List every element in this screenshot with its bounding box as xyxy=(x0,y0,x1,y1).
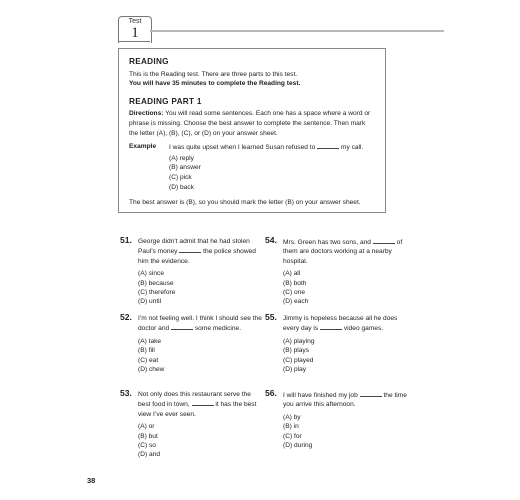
option: (A) or xyxy=(138,423,155,431)
section-title: READING xyxy=(129,57,169,66)
option: (B) both xyxy=(283,279,307,287)
test-tab xyxy=(118,16,152,43)
options xyxy=(138,422,263,460)
option: (D) back xyxy=(169,183,194,191)
test-label: Test xyxy=(128,18,142,25)
part-title: READING PART 1 xyxy=(129,96,202,106)
question-number: 53. xyxy=(120,388,132,398)
stem-part: George didn’t admit that he had stolen Paul’s money xyxy=(138,238,250,256)
example xyxy=(129,142,375,192)
option: (D) chew xyxy=(138,366,165,374)
stem-part: I’m not feeling well. I think I should see the doctor and xyxy=(138,315,262,333)
question-stem xyxy=(138,314,263,334)
option: (C) played xyxy=(283,356,314,364)
question-stem xyxy=(138,390,263,419)
header-rule xyxy=(150,30,444,32)
test-number: 1 xyxy=(131,25,139,41)
option: (C) one xyxy=(283,289,305,297)
option: (D) play xyxy=(283,366,307,374)
question-stem xyxy=(283,390,408,410)
option: (B) fill xyxy=(138,347,155,355)
directions-label: Directions: xyxy=(129,110,164,118)
stem-part: Jimmy is hopeless because all he does every day is xyxy=(283,315,398,333)
answer-blank xyxy=(320,323,342,330)
answer-blank xyxy=(360,390,382,397)
stem-part: I will have finished my job xyxy=(283,392,358,399)
stem-part: the time you arrive this afternoon. xyxy=(283,392,407,409)
option: (B) in xyxy=(283,423,299,431)
answer-blank xyxy=(317,142,339,149)
question-53 xyxy=(120,388,263,460)
example-sentence-start: I was quite upset when I learned Susan refused to xyxy=(169,144,316,152)
option: (A) reply xyxy=(169,154,194,162)
option: (C) so xyxy=(138,442,156,450)
time-line: You will have 35 minutes to complete the Reading test. xyxy=(129,80,301,88)
option: (C) therefore xyxy=(138,289,176,297)
question-number: 56. xyxy=(265,388,277,398)
option: (D) and xyxy=(138,451,160,459)
option: (C) pick xyxy=(169,173,192,181)
option: (A) take xyxy=(138,337,162,345)
question-55 xyxy=(265,312,408,374)
question-number: 51. xyxy=(120,235,132,245)
example-options xyxy=(169,154,363,192)
option: (B) plays xyxy=(283,347,310,355)
instructions-box xyxy=(118,48,386,213)
answer-note: The best answer is (B), so you should mark the letter (B) on your answer sheet. xyxy=(129,199,361,207)
question-number: 52. xyxy=(120,312,132,322)
question-stem xyxy=(283,314,408,334)
option: (A) since xyxy=(138,270,165,278)
question-stem xyxy=(138,237,263,266)
option: (B) but xyxy=(138,432,158,440)
stem-part: some medicine. xyxy=(194,325,242,333)
option: (A) all xyxy=(283,270,301,278)
example-sentence-end: my call. xyxy=(340,144,364,152)
question-number: 54. xyxy=(265,235,277,245)
directions-text: You will read some sentences. Each one has a space where a word or phrase is missing. Choose the best answer to complete the sentence. Then mark the letter (A), (B), (C), or (D) on your answer sheet. xyxy=(129,110,371,137)
question-number: 55. xyxy=(265,312,277,322)
answer-blank xyxy=(171,323,193,330)
option: (A) by xyxy=(283,413,301,421)
stem-part: Not only does this restaurant serve the best food in town, xyxy=(138,391,251,409)
directions xyxy=(129,109,375,138)
option: (B) answer xyxy=(169,164,201,172)
tab-underline xyxy=(118,41,150,42)
answer-blank xyxy=(373,237,395,244)
options xyxy=(138,269,263,307)
question-51 xyxy=(120,235,263,307)
stem-part: Mrs. Green has two sons, and xyxy=(283,239,371,246)
question-52 xyxy=(120,312,263,374)
page-number: 38 xyxy=(87,476,96,485)
option: (D) during xyxy=(283,442,313,450)
stem-part: the police showed him the evidence. xyxy=(138,248,256,265)
stem-part: of them are doctors working at a nearby hospital. xyxy=(283,239,403,265)
question-54 xyxy=(265,235,408,307)
option: (C) for xyxy=(283,432,302,440)
options xyxy=(138,337,263,375)
options xyxy=(283,269,408,307)
options xyxy=(283,413,408,451)
answer-blank xyxy=(179,246,201,253)
question-56 xyxy=(265,388,408,450)
option: (C) eat xyxy=(138,356,159,364)
stem-part: it has the best view I’ve ever seen. xyxy=(138,401,257,418)
example-label: Example xyxy=(129,143,157,151)
option: (A) playing xyxy=(283,337,315,345)
answer-blank xyxy=(192,399,214,406)
question-stem xyxy=(283,237,408,266)
options xyxy=(283,337,408,375)
option: (D) each xyxy=(283,298,309,306)
option: (B) because xyxy=(138,279,174,287)
option: (D) until xyxy=(138,298,162,306)
stem-part: video games. xyxy=(343,325,384,333)
intro-line: This is the Reading test. There are three parts to this test. xyxy=(129,70,298,78)
